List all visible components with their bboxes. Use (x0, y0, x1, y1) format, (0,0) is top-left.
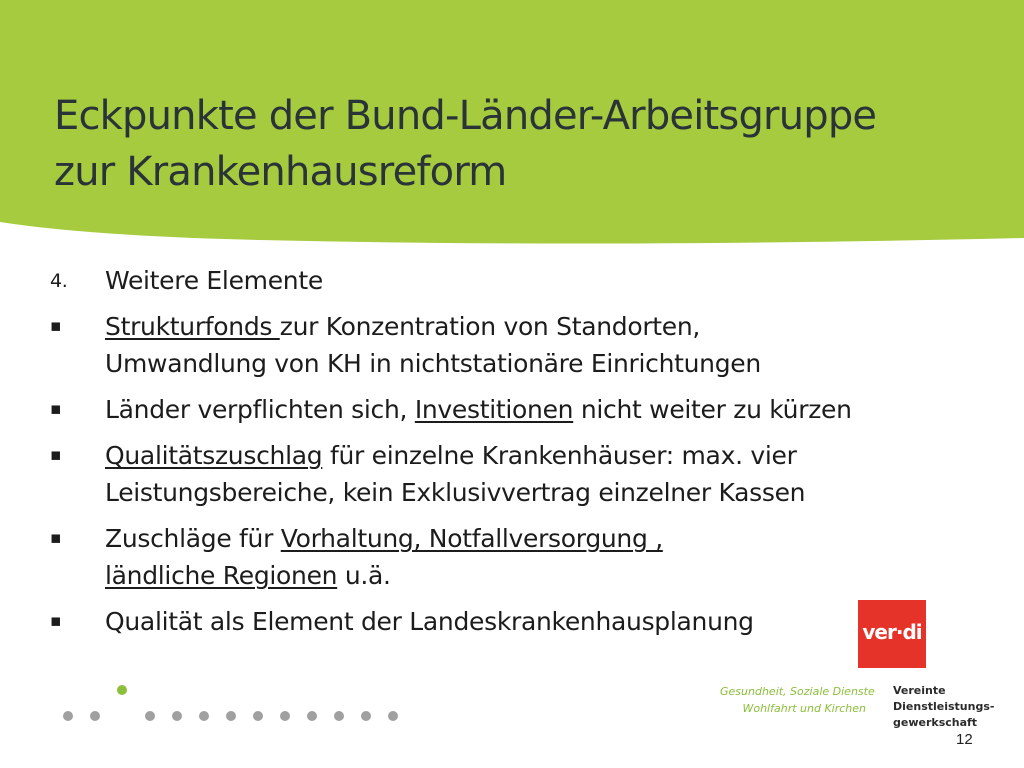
underlined-term: Vorhaltung, Notfallversorgung , (280, 524, 663, 553)
dot (172, 711, 182, 721)
dot (145, 711, 155, 721)
dot (63, 711, 73, 721)
org-line-3: gewerkschaft (893, 716, 978, 729)
dot (334, 711, 344, 721)
content-list (50, 262, 980, 640)
org-line-2: Dienstleistungs- (893, 700, 995, 713)
dot (388, 711, 398, 721)
dot (226, 711, 236, 721)
item-text: nicht weiter zu kürzen (573, 395, 852, 424)
bullet-icon: ▪ (50, 399, 62, 419)
list-item (50, 520, 980, 594)
tagline-line-2: Wohlfahrt und Kirchen (742, 702, 866, 715)
dot (253, 711, 263, 721)
list-item (50, 391, 980, 428)
page-number: 12 (956, 731, 973, 748)
list-item-line (105, 437, 980, 474)
list-item (50, 308, 980, 382)
title-line-2: zur Krankenhausreform (54, 149, 507, 195)
dot (361, 711, 371, 721)
section-number: 4. (50, 270, 68, 292)
bullet-icon: ▪ (50, 316, 62, 336)
list-item-line-2 (105, 557, 980, 594)
organization-name (893, 683, 994, 731)
list-item-line (105, 308, 980, 345)
item-text: für einzelne Krankenhäuser: max. vier (322, 441, 797, 470)
section-heading-text: Weitere Elemente (105, 266, 323, 295)
list-item-line: Qualität als Element der Landeskrankenhausplanung (105, 607, 754, 636)
item-text: Zuschläge für (105, 524, 281, 553)
underlined-term: Investitionen (414, 395, 574, 424)
underlined-term: Qualitätszuschlag (105, 441, 323, 470)
dot (307, 711, 317, 721)
dot (90, 711, 100, 721)
title-line-1: Eckpunkte der Bund-Länder-Arbeitsgruppe (54, 93, 877, 139)
dot-row (63, 685, 398, 721)
section-heading (50, 262, 980, 299)
underlined-term: Strukturfonds (105, 312, 280, 341)
list-item-line-2: Leistungsbereiche, kein Exklusivvertrag einzelner Kassen (105, 478, 806, 507)
list-item-line-2: Umwandlung von KH in nichtstationäre Einrichtungen (105, 349, 761, 378)
accent-dot (117, 685, 127, 695)
item-text: zur Konzentration von Standorten, (279, 312, 701, 341)
item-text: Länder verpflichten sich, (105, 395, 415, 424)
item-text: u.ä. (337, 561, 391, 590)
verdi-logo (858, 600, 926, 668)
dot (199, 711, 209, 721)
org-line-1: Vereinte (893, 684, 946, 697)
bullet-icon: ▪ (50, 445, 62, 465)
bullet-icon: ▪ (50, 528, 62, 548)
list-item (50, 437, 980, 511)
underlined-term: ländliche Regionen (105, 561, 338, 590)
dot (280, 711, 290, 721)
logo-tagline (720, 683, 875, 717)
logo-text: ver·di (862, 620, 922, 644)
list-item-line (105, 391, 980, 428)
list-item (50, 603, 980, 640)
bullet-icon: ▪ (50, 611, 62, 631)
page-title (54, 88, 876, 200)
list-item-line (105, 520, 980, 557)
tagline-line-1: Gesundheit, Soziale Dienste (720, 685, 875, 698)
